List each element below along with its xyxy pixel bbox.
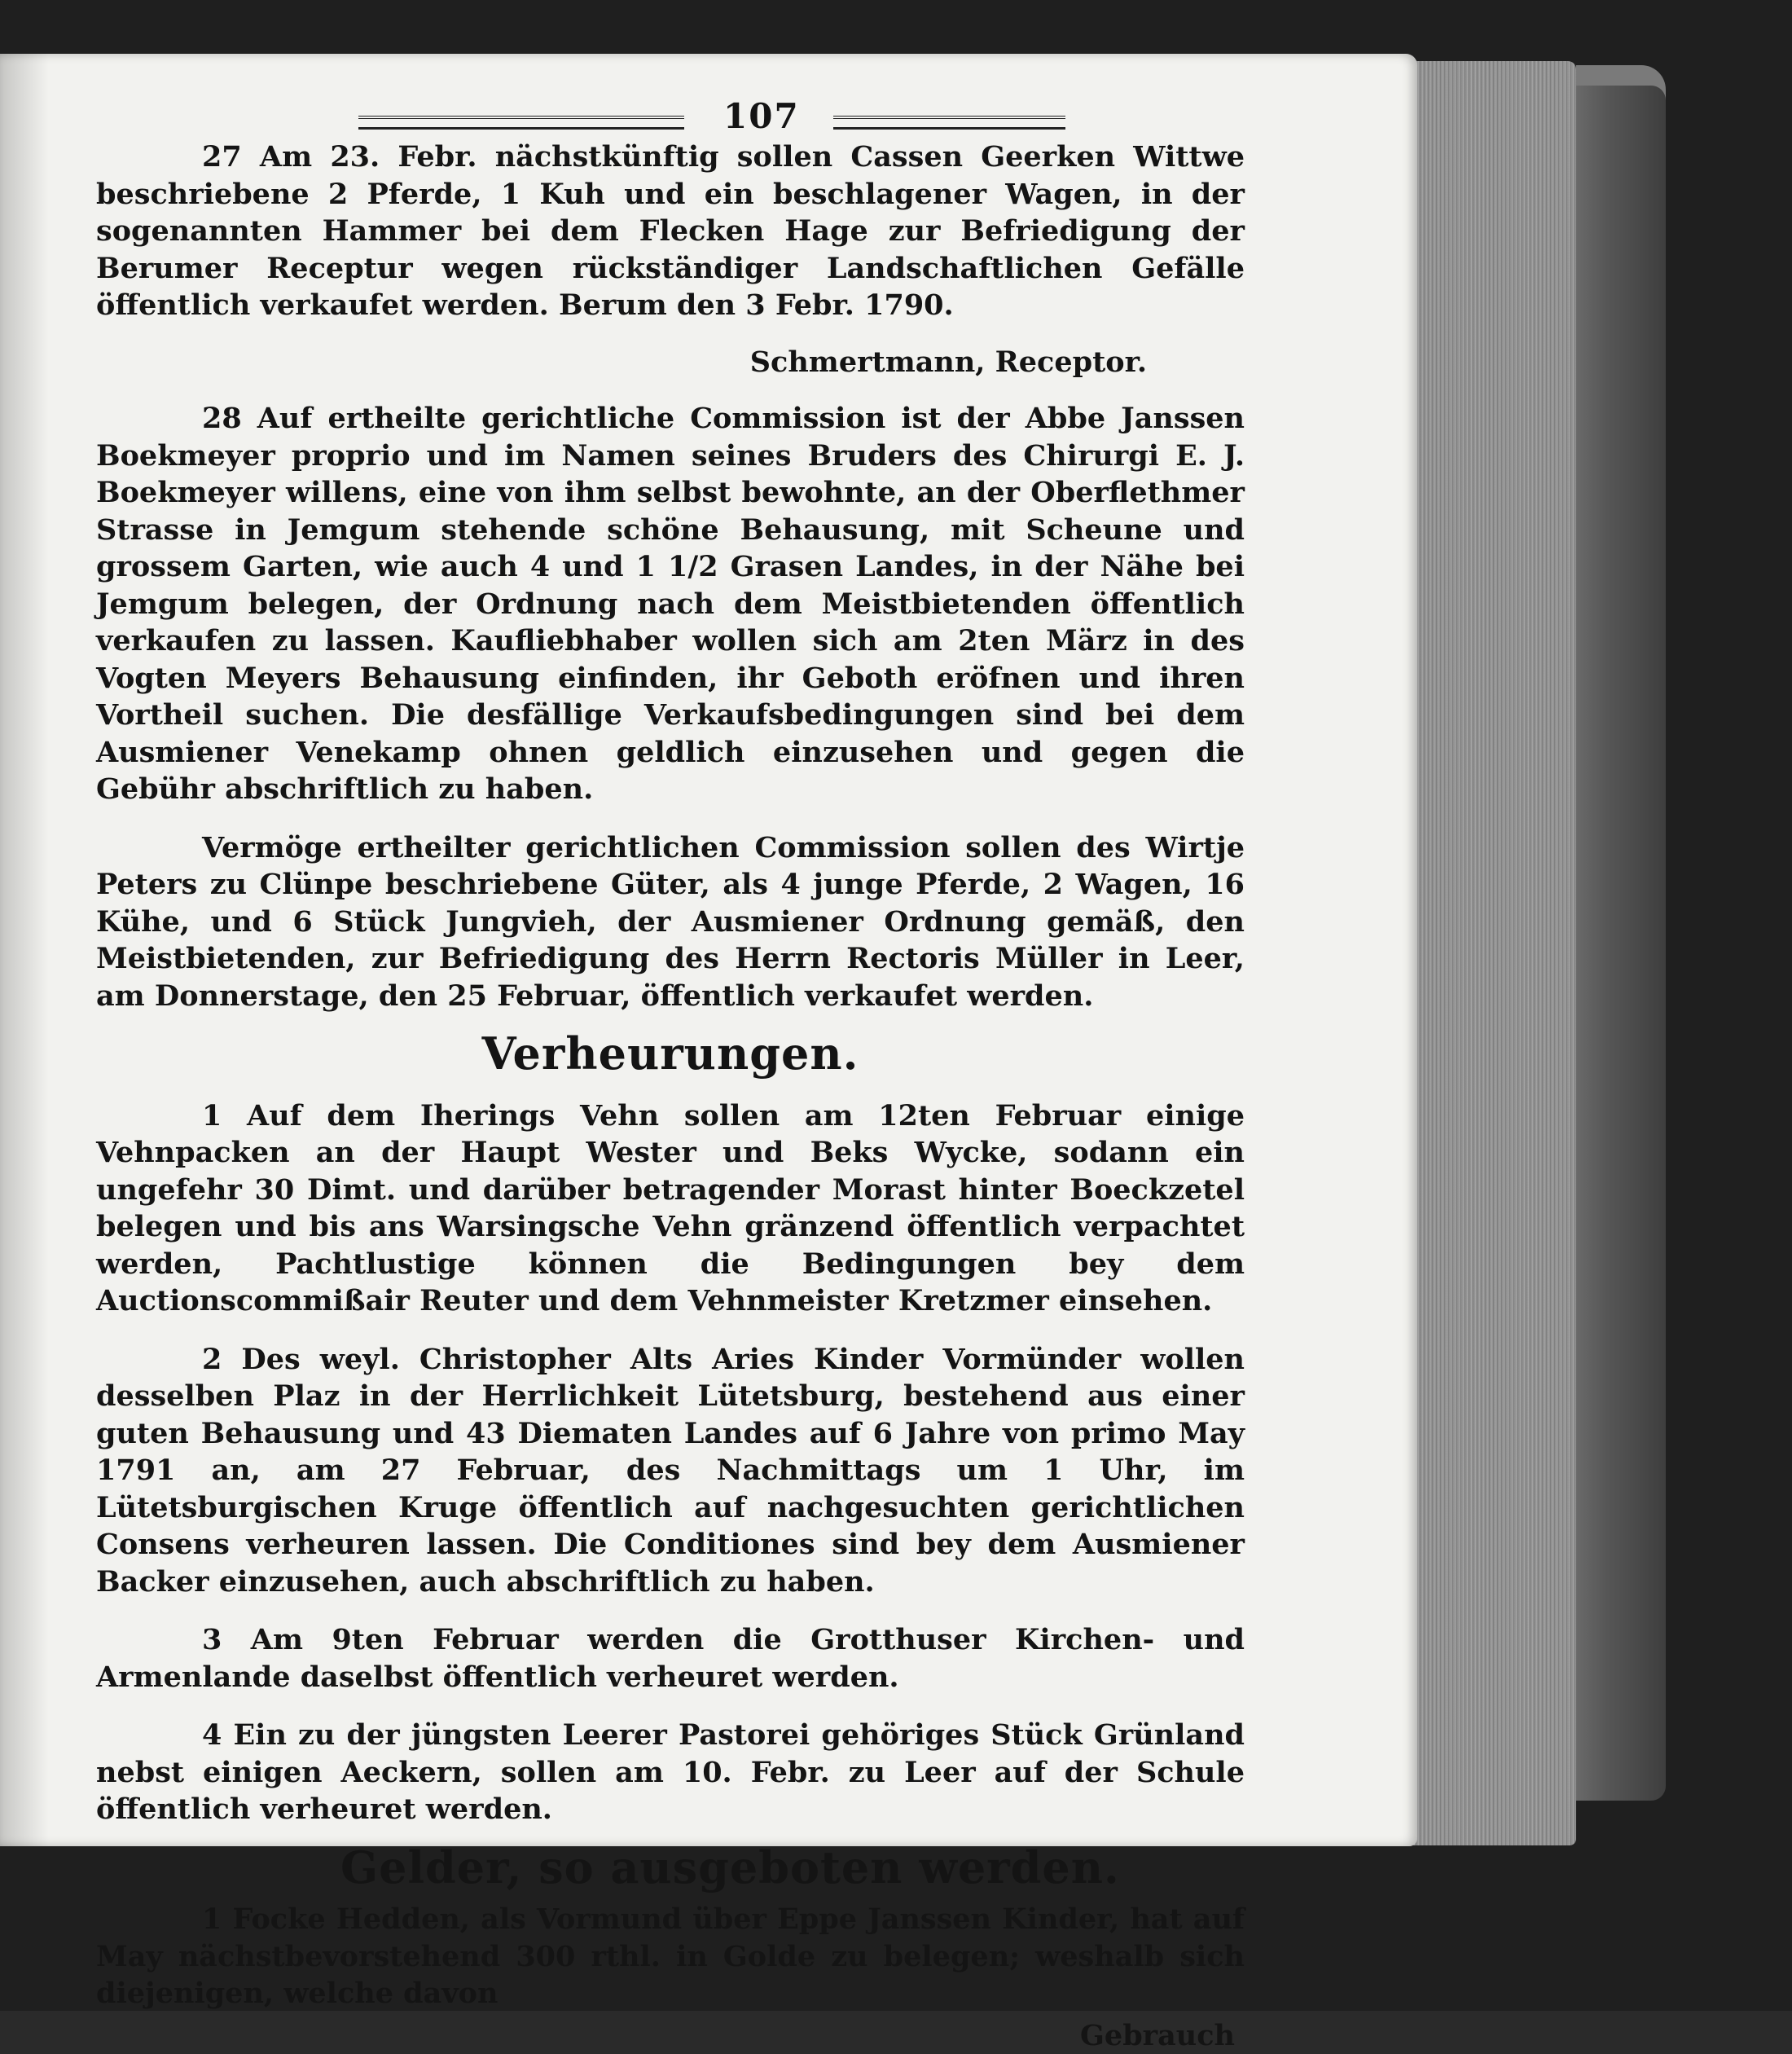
header-rule-left [358,116,684,130]
notice-27-signature: Schmertmann, Receptor. [96,344,1147,381]
notice-28: 28 Auf ertheilte gerichtliche Commission ist der Abbe Janssen Boekmeyer proprio und im Namen seines Bruders des Chirurgi E. J. Boekmeyer willens, eine von ihm selbst bewohnte, an der Oberflethmer Strasse in Jemgum stehende schöne Behausung, mit Scheune und grossem Garten, wie auch 4 und 1 1/2 Grasen Landes, in der Nähe bei Jemgum belegen, der Ordnung nach dem Meistbietenden öffentlich verkaufen zu lassen. Kaufliebhaber wollen sich am 2ten März in des Vogten Meyers Behausung einfinden, ihr Geboth eröfnen und ihren Vortheil suchen. Die desfällige Verkaufsbedingungen sind bei dem Ausmiener Venekamp ohnen geldlich einzusehen und gegen die Gebühr abschriftlich zu haben. [96,400,1245,808]
rent-notice-4: 4 Ein zu der jüngsten Leerer Pastorei gehöriges Stück Grünland nebst einigen Aeckern, sollen am 10. Febr. zu Leer auf der Schule öffentlich verheuret werden. [96,1717,1245,1828]
header-rule-right [833,116,1065,130]
catchword: Gebrauch [96,2017,1235,2054]
page-text [96,81,1245,2054]
money-notice-1: 1 Focke Hedden, als Vormund über Eppe Janssen Kinder, hat auf May nächstbevorstehend 300 rthl. in Golde zu belegen; weshalb sich diejenigen, welche davon [96,1901,1245,2012]
rent-notice-1: 1 Auf dem Iherings Vehn sollen am 12ten Februar einige Vehnpacken an der Haupt Wester und Beks Wycke, sodann ein ungefehr 30 Dimt. und darüber betragender Morast hinter Boeckzetel belegen und bis ans Warsingsche Vehn gränzend öffentlich verpachtet werden, Pachtlustige können die Bedingungen bey dem Auctionscommißair Reuter und dem Vehnmeister Kretzmer einsehen. [96,1097,1245,1320]
notice-27: 27 Am 23. Febr. nächstkünftig sollen Cassen Geerken Wittwe beschriebene 2 Pferde, 1 Kuh und ein beschlagener Wagen, in der sogenannten Hammer bei dem Flecken Hage zur Befriedigung der Berumer Receptur wegen rückständiger Landschaftlichen Gefälle öffentlich verkaufet werden. Berum den 3 Febr. 1790. [96,139,1245,324]
gutter-shadow [0,54,49,1846]
page-edges [1413,61,1576,1845]
rent-notice-3: 3 Am 9ten Februar werden die Grotthuser Kirchen- und Armenlande daselbst öffentlich verheuret werden. [96,1621,1245,1696]
page-number: 107 [723,98,800,135]
heading-verheurungen: Verheurungen. [96,1036,1245,1073]
page-header [96,81,1245,139]
heading-gelder: Gelder, so ausgeboten werden. [340,1849,1245,1887]
notice-clunpe: Vermöge ertheilter gerichtlichen Commission sollen des Wirtje Peters zu Clünpe beschriebene Güter, als 4 junge Pferde, 2 Wagen, 16 Kühe, und 6 Stück Jungvieh, der Ausmiener Ordnung gemäß, den Meistbietenden, zur Befriedigung des Herrn Rectoris Müller in Leer, am Donnerstage, den 25 Februar, öffentlich verkaufet werden. [96,829,1245,1015]
book-cover [1568,86,1666,1801]
rent-notice-2: 2 Des weyl. Christopher Alts Aries Kinder Vormünder wollen desselben Plaz in der Herrlichkeit Lütetsburg, bestehend aus einer guten Behausung und 43 Diematen Landes auf 6 Jahre von primo May 1791 an, am 27 Februar, des Nachmittags um 1 Uhr, im Lütetsburgischen Kruge öffentlich auf nachgesuchten gerichtlichen Consens verheuren lassen. Die Conditiones sind bey dem Ausmiener Backer einzusehen, auch abschriftlich zu haben. [96,1341,1245,1601]
